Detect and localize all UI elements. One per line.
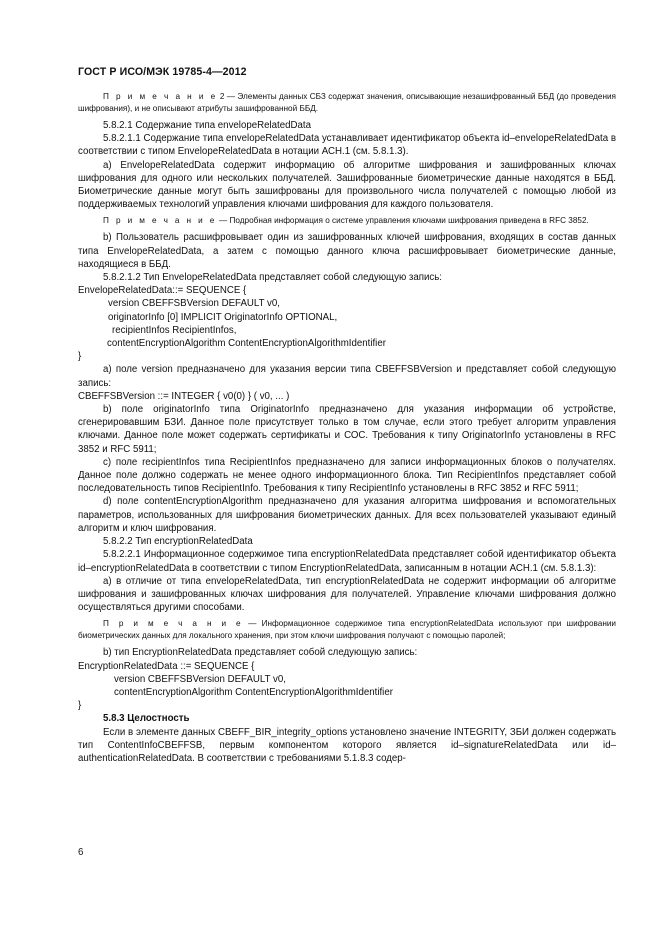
code-line: version CBEFFSBVersion DEFAULT v0, (108, 298, 280, 310)
note-text: — Информационное содержимое типа encryptionRelatedData используют при шифровании биометрических данных для локального хранения, при этом ключи шифрования получают с помощью паролей; (78, 619, 616, 641)
clause-5-8-2-1-2: 5.8.2.1.2 Тип EnvelopeRelatedData представляет собой следующую запись: (103, 272, 442, 284)
note-text: — Подробная информация о системе управления ключами шифрования приведена в RFC 3852. (216, 216, 589, 226)
item-a-envelope: a) EnvelopeRelatedData содержит информацию об алгоритме шифрования и зашифрованных ключах шифрования для одного или нескольких получателей. Зашифрованные биометрические данные находятся в ББД. Биометрические данные могут быть зашифрованы для произвольного числа получателей с помощью любой из поддерживаемых технологий управления ключами шифрования для каждого пользователя. (78, 159, 616, 211)
note-encryption-related (78, 618, 616, 642)
code-line: recipientInfos RecipientInfos, (112, 324, 237, 336)
clause-5-8-2-1-1: 5.8.2.1.1 Содержание типа envelopeRelatedData устанавливает идентификатор объекта id–envelopeRelatedData в соответствии с типом EnvelopeRelatedData в нотации АСН.1 (см. 5.8.1.3). (78, 133, 616, 158)
code-envelope-related-data (78, 284, 616, 363)
note-label: П р и м е ч а н и е (103, 619, 244, 629)
code-line: } (78, 351, 82, 363)
code-line: contentEncryptionAlgorithm ContentEncryptionAlgorithmIdentifier (114, 686, 393, 698)
item-b-decrypt: b) Пользователь расшифровывает один из зашифрованных ключей шифрования, входящих в состав данных типа EnvelopeRelatedData, а затем с помощью данного ключа расшифровывает биометрические данные, находящиеся в ББД. (78, 232, 616, 270)
item-c-recipient: c) поле recipientInfos типа RecipientInfos предназначено для записи информационных блоков о получателях. Данное поле должно содержать не менее одного информационного блока. Тип RecipientInfos представляет собой последовательность типов RecipientInfo. Требования к типу RecipientInfo установлены в RFC 3852 и RFC 5911; (78, 456, 616, 495)
section-5-8-3-heading: 5.8.3 Целостность (103, 713, 190, 725)
item-a-version: a) поле version предназначено для указания версии типа CBEFFSBVersion и представляет собой следующую запись: (78, 364, 616, 389)
code-line: version CBEFFSBVersion DEFAULT v0, (114, 673, 286, 685)
code-cbeffsb-version: CBEFFSBVersion ::= INTEGER { v0(0) } ( v0, ... ) (78, 390, 290, 402)
code-line: contentEncryptionAlgorithm ContentEncryptionAlgorithmIdentifier (107, 338, 386, 350)
code-line: } (78, 700, 82, 712)
section-5-8-2-2: 5.8.2.2 Тип encryptionRelatedData (103, 536, 253, 548)
code-line: originatorInfo [0] IMPLICIT OriginatorInfo OPTIONAL, (108, 311, 338, 323)
item-b-originator: b) поле originatorInfo типа OriginatorInfo предназначено для указания информации об устройстве, сгенерировавшим БЗИ. Данное поле присутствует только в том случае, если этого требует алгоритм управления ключами. Данное поле может содержать сертификаты и СОС. Требования к типу OriginatorInfo установлены в RFC 3852 и RFC 5911; (78, 404, 616, 455)
note-2 (78, 91, 616, 115)
section-5-8-2-1: 5.8.2.1 Содержание типа envelopeRelatedData (103, 120, 311, 131)
code-line: EnvelopeRelatedData::= SEQUENCE { (78, 285, 247, 297)
note-label: П р и м е ч а н и е (103, 216, 217, 226)
document-body (78, 91, 616, 765)
item-a-encryption: a) в отличие от типа envelopeRelatedData, тип encryptionRelatedData не содержит информации об алгоритме шифрования и зашифрованных ключах шифрования для получателей. Управление ключами шифрования должно осуществляться другими способами. (78, 575, 616, 614)
page-header-title: ГОСТ Р ИСО/МЭК 19785-4—2012 (78, 66, 247, 78)
page-number: 6 (78, 847, 84, 858)
code-line: EncryptionRelatedData ::= SEQUENCE { (78, 660, 255, 672)
note-key-management (78, 215, 616, 227)
item-d-algorithm: d) поле contentEncryptionAlgorithm предназначено для указания алгоритма шифрования и вспомогательных параметров, использованных для шифрования биометрических данных. Для всех пользователей указывают единый алгоритм и ключ шифрования. (78, 496, 616, 534)
item-b-encryption-record: b) тип EncryptionRelatedData представляет собой следующую запись: (103, 647, 418, 659)
note-label: П р и м е ч а н и е (103, 92, 218, 101)
section-5-8-3-text: Если в элементе данных CBEFF_BIR_integrity_options установлено значение INTEGRITY, ЗБИ должен содержать тип ContentInfoCBEFFSB, первым компонентом которого является id–signatureRelatedData или id–authenticationRelatedData. В соответствии с требованиями 5.1.8.3 содер- (78, 726, 616, 764)
code-encryption-related-data (78, 660, 616, 713)
clause-5-8-2-2-1: 5.8.2.2.1 Информационное содержимое типа encryptionRelatedData представляет собой идентификатор объекта id–encryptionRelatedData в соответствии с типом EncryptionRelatedData, записанным в нотации АСН.1 (см. 5.8.1.3): (78, 549, 616, 574)
note-text: 2 — Элементы данных СБЗ содержат значения, описывающие незашифрованный ББД (до проведения шифрования), и не описывают атрибуты зашифрованной ББД. (78, 92, 616, 113)
